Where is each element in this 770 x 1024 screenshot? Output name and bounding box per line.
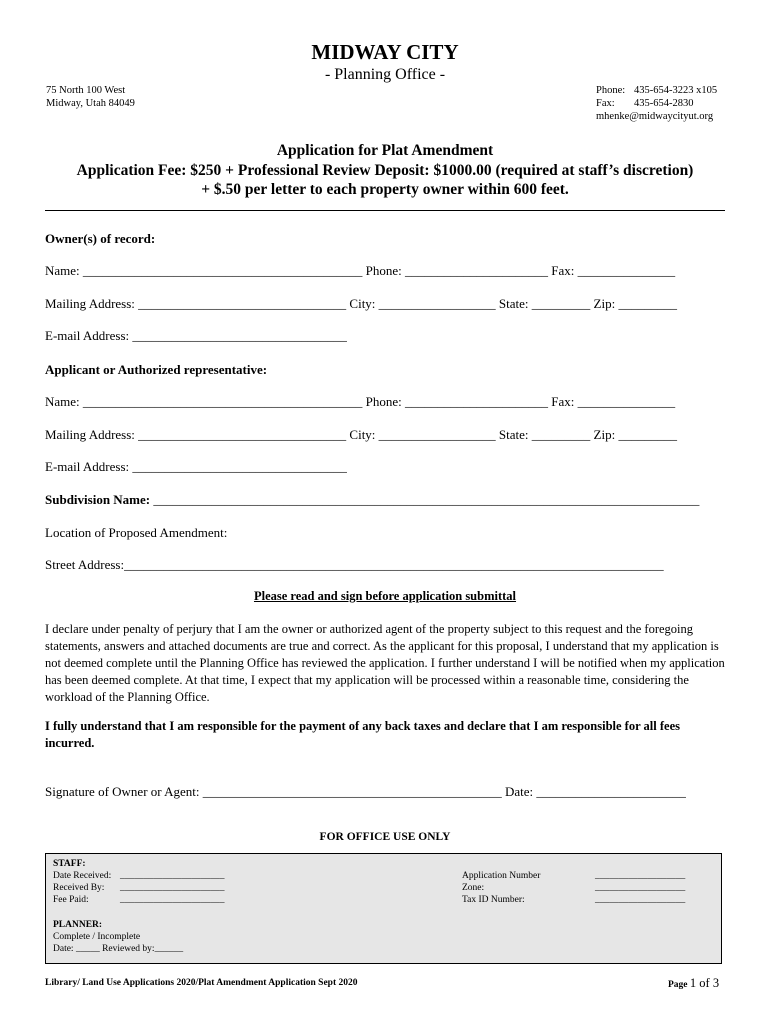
page-of: 1 of 3 (689, 976, 720, 990)
page-number (668, 976, 719, 991)
owner-name-phone-fax-field[interactable]: Name: ___________________________________________ Phone: ______________________ Fax: _______________ (45, 263, 676, 278)
staff-label: STAFF: (53, 859, 86, 869)
zone-blank[interactable]: ___________________ (595, 883, 686, 893)
complete-incomplete-text: Complete / Incomplete (53, 932, 141, 942)
city-title: MIDWAY CITY (311, 40, 459, 64)
contact-email: mhenke@midwaycityut.org (596, 111, 714, 122)
application-fee-line: Application Fee: $250 + Professional Review Deposit: $1000.00 (required at staff’s discretion) (76, 162, 694, 179)
office-use-title: FOR OFFICE USE ONLY (319, 831, 451, 843)
phone-label: Phone: (596, 85, 626, 96)
address-line-2: Midway, Utah 84049 (46, 98, 135, 109)
footer-file-path: Library/ Land Use Applications 2020/Plat Amendment Application Sept 2020 (45, 978, 358, 988)
applicant-heading: Applicant or Authorized representative: (45, 362, 268, 377)
owner-heading: Owner(s) of record: (45, 231, 156, 246)
subdivision-name-label: Subdivision Name: (45, 492, 151, 507)
page-word: Page (668, 980, 688, 990)
application-number-label: Application Number (462, 871, 541, 881)
contact-block (596, 84, 717, 123)
fee-paid-blank[interactable]: ______________________ (120, 895, 225, 905)
received-by-blank[interactable]: ______________________ (120, 883, 225, 893)
declaration-text: I declare under penalty of perjury that I am the owner or authorized agent of the property subject to this request and the foregoing statements, answers and attached documents are true and correct. As the applicant for this proposal, I understand that my application is not deemed complete until the Planning Office has reviewed the application. I further understand I will be notified when my application has been deemed complete. At that time, I expect that my application will be processed within a reasonable time, considering the workload of the Planning Office. (45, 622, 725, 704)
applicant-email-field[interactable]: E-mail Address: _________________________________ (45, 459, 347, 474)
street-address-field[interactable]: Street Address:___________________________________________________________________________________ (45, 557, 664, 572)
letter-fee-line: + $.50 per letter to each property owner within 600 feet. (201, 181, 569, 198)
subdivision-name-field[interactable] (45, 492, 699, 508)
zone-label: Zone: (462, 883, 485, 893)
received-by-label: Received By: (53, 883, 105, 893)
date-received-label: Date Received: (53, 871, 112, 881)
date-received-blank[interactable]: ______________________ (120, 871, 225, 881)
application-number-blank[interactable]: ___________________ (595, 871, 686, 881)
tax-id-blank[interactable]: ___________________ (595, 895, 686, 905)
date-reviewed-field[interactable]: Date: _____ Reviewed by:______ (53, 944, 184, 954)
applicant-name-phone-fax-field[interactable]: Name: ___________________________________________ Phone: ______________________ Fax: _______________ (45, 394, 676, 409)
divider-rule (45, 210, 725, 211)
owner-email-field[interactable]: E-mail Address: _________________________________ (45, 328, 347, 343)
tax-responsibility-text: I fully understand that I am responsible for the payment of any back taxes and declare that I am responsible for all fees incurred. (45, 719, 680, 750)
mailing-address-block (46, 84, 135, 110)
application-title: Application for Plat Amendment (276, 142, 494, 159)
fee-paid-label: Fee Paid: (53, 895, 89, 905)
fax-label: Fax: (596, 98, 615, 109)
subdivision-name-line: ____________________________________________________________________________________ (150, 492, 700, 507)
address-line-1: 75 North 100 West (46, 85, 126, 96)
location-label: Location of Proposed Amendment: (45, 525, 228, 540)
applicant-mailing-address-field[interactable]: Mailing Address: ________________________________ City: __________________ State: _________ Zip: _________ (45, 427, 677, 442)
signature-date-field[interactable]: Signature of Owner or Agent: ______________________________________________ Date: _______________________ (45, 784, 686, 799)
office-use-box (45, 853, 722, 964)
office-subtitle: - Planning Office - (324, 66, 446, 83)
planner-label: PLANNER: (53, 920, 103, 930)
fax-number: 435-654-2830 (634, 98, 694, 109)
declaration-heading: Please read and sign before application submittal (253, 589, 517, 603)
owner-mailing-address-field[interactable]: Mailing Address: ________________________________ City: __________________ State: _________ Zip: _________ (45, 296, 677, 311)
tax-id-label: Tax ID Number: (462, 895, 525, 905)
phone-number: 435-654-3223 x105 (634, 85, 718, 96)
